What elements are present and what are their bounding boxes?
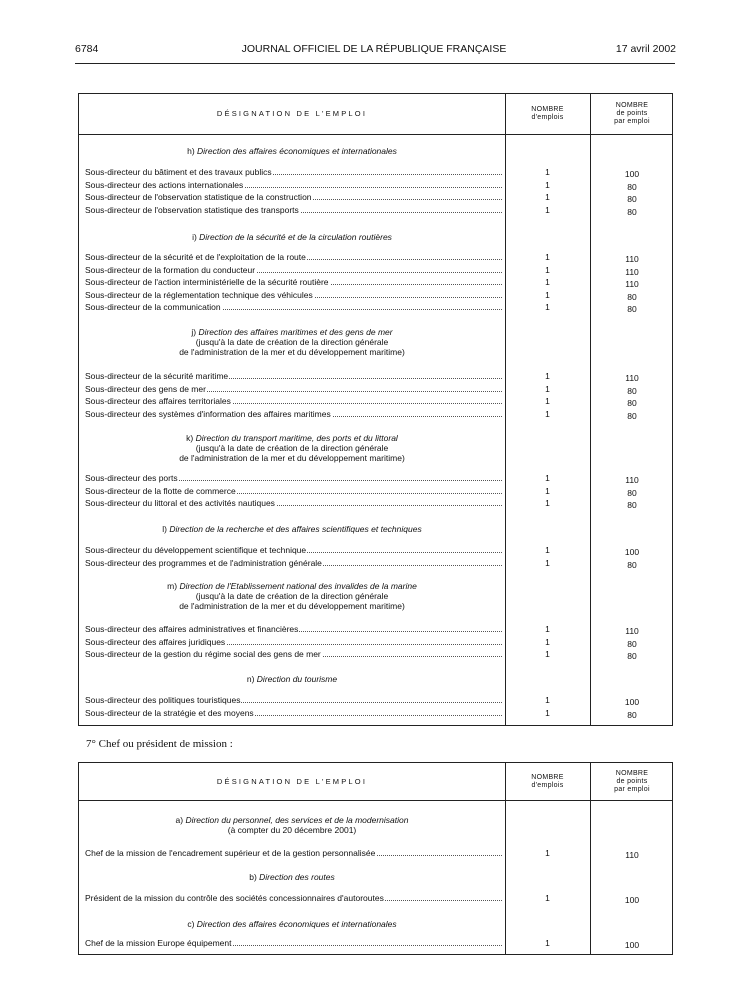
row-nombre-emplois: 1	[545, 302, 550, 313]
row-label: Sous-directeur du développement scientifique et technique	[85, 545, 307, 555]
section-letter: h)	[187, 146, 198, 156]
row-label-wrap	[85, 370, 502, 382]
row-nombre-points: 80	[627, 651, 637, 662]
section-letter: j)	[191, 327, 199, 337]
row-label: Sous-directeur des affaires territoriales	[85, 396, 231, 407]
header-divider	[79, 800, 672, 801]
table-row	[85, 179, 502, 191]
section-title	[79, 919, 505, 929]
publication-date: 17 avril 2002	[615, 43, 676, 55]
row-label-wrap	[85, 191, 502, 203]
row-label: Sous-directeur de la formation du conducteur	[85, 264, 256, 275]
section-title	[79, 581, 505, 611]
row-nombre-emplois: 1	[545, 383, 550, 394]
row-nombre-emplois: 1	[545, 408, 550, 419]
row-nombre-points: 80	[627, 709, 637, 720]
table-row	[85, 892, 502, 904]
section-letter: l)	[162, 524, 170, 534]
row-nombre-emplois: 1	[545, 624, 550, 634]
journal-title: JOURNAL OFFICIEL DE LA RÉPUBLIQUE FRANÇAISE	[241, 43, 507, 55]
row-nombre-emplois: 1	[545, 485, 550, 496]
row-nombre-emplois: 1	[545, 545, 550, 555]
section-name: Direction de l'Etablissement national des invalides de la marine	[179, 581, 417, 591]
row-label: Sous-directeur de la sécurité maritime	[85, 371, 229, 381]
section-name: Direction de la recherche et des affaires scientifiques et techniques	[169, 524, 422, 534]
row-nombre-emplois: 1	[545, 938, 550, 948]
section-letter: n)	[246, 674, 257, 684]
table-emplois-2	[78, 762, 673, 955]
row-label-wrap	[85, 707, 502, 719]
row-nombre-emplois: 1	[545, 204, 550, 215]
section-note: de l'administration de la mer et du développement maritime)	[179, 601, 405, 611]
section-name: Direction de la sécurité et de la circulation routières	[199, 232, 392, 242]
header-line: d'emplois	[531, 781, 564, 789]
section-heading	[79, 815, 505, 825]
row-label-wrap	[85, 648, 502, 660]
row-label: Chef de la mission de l'encadrement supérieur et de la gestion personnalisée	[85, 848, 376, 858]
row-label-wrap	[85, 892, 502, 904]
section-letter: k)	[186, 433, 196, 443]
row-label: Président de la mission du contrôle des sociétés concessionnaires d'autoroutes	[85, 893, 384, 903]
row-label-wrap	[85, 179, 502, 191]
section-name: Direction du personnel, des services et de la modernisation	[185, 815, 409, 825]
section-name: Direction des affaires économiques et internationales	[196, 919, 397, 929]
column-header-nombre-emplois	[505, 774, 590, 790]
table-row	[85, 847, 502, 859]
section-name: Direction des routes	[259, 872, 335, 882]
row-label-wrap	[85, 636, 502, 648]
table-row	[85, 472, 502, 484]
header-line: NOMBRE	[615, 102, 649, 109]
row-nombre-points: 80	[627, 500, 637, 511]
column-header-designation: DÉSIGNATION DE L'EMPLOI	[216, 776, 368, 786]
row-label: Sous-directeur de l'observation statistique de la construction	[85, 192, 312, 203]
row-label: Sous-directeur de la sécurité et de l'exploitation de la route	[85, 252, 306, 262]
row-nombre-points: 80	[627, 559, 637, 570]
section-note: de l'administration de la mer et du développement maritime)	[179, 347, 405, 357]
row-label: Sous-directeur du littoral et des activités nautiques	[85, 498, 275, 509]
row-label-wrap	[85, 251, 502, 263]
row-nombre-points: 100	[624, 895, 640, 905]
header-line: de points	[616, 110, 648, 117]
row-label: Sous-directeur de la communication	[85, 302, 221, 313]
header-line: NOMBRE	[531, 773, 564, 781]
column-header-nombre-points	[590, 770, 674, 794]
row-label-wrap	[85, 623, 502, 635]
section-note: (à compter du 20 décembre 2001)	[227, 825, 357, 835]
header-rule	[75, 63, 675, 64]
section-name: Direction des affaires maritimes et des gens de mer	[198, 327, 393, 337]
row-nombre-emplois: 1	[545, 636, 550, 647]
row-nombre-points: 80	[627, 181, 637, 192]
section-heading	[79, 674, 505, 684]
row-label-wrap	[85, 166, 502, 178]
section-title	[79, 524, 505, 534]
row-label-wrap	[85, 485, 502, 497]
row-label: Sous-directeur de l'observation statistique des transports	[85, 204, 299, 215]
section-title	[79, 815, 505, 835]
row-label-wrap	[85, 497, 502, 509]
header-line: par emploi	[614, 118, 650, 125]
row-nombre-points: 80	[627, 487, 637, 498]
header-line: de points	[616, 777, 648, 785]
row-label-wrap	[85, 937, 502, 949]
row-label: Sous-directeur du bâtiment et des travaux publics	[85, 167, 272, 177]
row-label: Sous-directeur de la stratégie et des moyens	[85, 707, 254, 718]
section-title	[79, 232, 505, 242]
row-nombre-emplois: 1	[545, 277, 550, 288]
row-nombre-emplois: 1	[545, 649, 550, 660]
section-name: Direction du tourisme	[256, 674, 338, 684]
table-row	[85, 289, 502, 301]
row-nombre-emplois: 1	[545, 396, 550, 407]
row-nombre-emplois: 1	[545, 473, 550, 483]
row-label-wrap	[85, 847, 502, 859]
row-label-wrap	[85, 694, 502, 706]
row-nombre-emplois: 1	[545, 498, 550, 509]
row-label: Chef de la mission Europe équipement	[85, 938, 232, 948]
table-row	[85, 166, 502, 178]
table-row	[85, 383, 502, 395]
row-label-wrap	[85, 204, 502, 216]
row-nombre-emplois: 1	[545, 289, 550, 300]
section-title	[79, 146, 505, 156]
section-letter: i)	[192, 232, 200, 242]
row-label: Sous-directeur des systèmes d'information des affaires maritimes	[85, 408, 331, 419]
row-nombre-points: 100	[624, 940, 640, 950]
section-letter: b)	[249, 872, 260, 882]
table-row	[85, 497, 502, 509]
section-heading	[79, 524, 505, 534]
section-title	[79, 433, 505, 463]
section-letter: m)	[167, 581, 180, 591]
row-nombre-points: 80	[627, 385, 637, 396]
header-line: par emploi	[614, 785, 650, 793]
row-nombre-points: 80	[627, 291, 637, 302]
row-nombre-emplois: 1	[545, 264, 550, 275]
header-divider	[79, 134, 672, 135]
section-heading	[79, 433, 505, 443]
table-row	[85, 370, 502, 382]
section-name: Direction du transport maritime, des ports et du littoral	[195, 433, 398, 443]
row-nombre-points: 110	[625, 254, 639, 264]
section-heading	[79, 327, 505, 337]
section-heading	[79, 581, 505, 591]
section-note: (jusqu'à la date de création de la direction générale	[195, 443, 389, 453]
row-nombre-points: 80	[627, 410, 637, 421]
row-label-wrap	[85, 544, 502, 556]
row-label: Sous-directeur des gens de mer	[85, 383, 206, 394]
column-header-designation: DÉSIGNATION DE L'EMPLOI	[216, 109, 368, 118]
section-note: (jusqu'à la date de création de la direction générale	[195, 337, 389, 347]
row-label-wrap	[85, 276, 502, 288]
row-nombre-points: 110	[625, 850, 639, 860]
section-note: (jusqu'à la date de création de la direction générale	[195, 591, 389, 601]
section-heading	[79, 146, 505, 156]
table-row	[85, 937, 502, 949]
row-label-wrap	[85, 472, 502, 484]
header-line: NOMBRE	[531, 106, 564, 113]
table-row	[85, 694, 502, 706]
row-nombre-points: 110	[625, 266, 639, 277]
row-label: Sous-directeur des affaires juridiques	[85, 636, 226, 647]
column-header-nombre-points	[590, 102, 674, 126]
table-row	[85, 395, 502, 407]
row-label-wrap	[85, 557, 502, 569]
section-name: Direction des affaires économiques et internationales	[197, 146, 397, 156]
table-row	[85, 707, 502, 719]
table-row	[85, 544, 502, 556]
section-heading	[79, 872, 505, 882]
section-letter: c)	[187, 919, 197, 929]
row-label-wrap	[85, 383, 502, 395]
row-label: Sous-directeur des affaires administratives et financières	[85, 624, 299, 634]
table-row	[85, 191, 502, 203]
row-label-wrap	[85, 264, 502, 276]
row-nombre-emplois: 1	[545, 893, 550, 903]
row-nombre-emplois: 1	[545, 252, 550, 262]
row-label-wrap	[85, 395, 502, 407]
section-title	[79, 674, 505, 684]
row-nombre-emplois: 1	[545, 192, 550, 203]
row-nombre-points: 80	[627, 398, 637, 409]
row-label: Sous-directeur de la flotte de commerce	[85, 485, 236, 496]
section-heading	[79, 232, 505, 242]
row-nombre-emplois: 1	[545, 557, 550, 568]
header-line: d'emplois	[531, 114, 564, 121]
row-nombre-emplois: 1	[545, 848, 550, 858]
row-nombre-emplois: 1	[545, 695, 550, 705]
table-row	[85, 276, 502, 288]
table-row	[85, 408, 502, 420]
row-nombre-points: 80	[627, 194, 637, 205]
row-nombre-points: 80	[627, 638, 637, 649]
row-nombre-points: 80	[627, 304, 637, 315]
row-nombre-emplois: 1	[545, 371, 550, 381]
row-label: Sous-directeur des ports	[85, 473, 178, 483]
row-nombre-points: 80	[627, 206, 637, 217]
row-nombre-emplois: 1	[545, 707, 550, 718]
table-row	[85, 557, 502, 569]
section-heading-7: 7° Chef ou président de mission :	[86, 738, 233, 750]
section-heading	[79, 919, 505, 929]
row-label: Sous-directeur de la gestion du régime social des gens de mer	[85, 649, 321, 660]
row-nombre-points: 110	[625, 475, 639, 485]
row-label: Sous-directeur des programmes et de l'administration générale	[85, 557, 322, 568]
row-nombre-points: 110	[625, 373, 639, 383]
row-nombre-points: 110	[625, 626, 639, 636]
table-row	[85, 264, 502, 276]
row-label: Sous-directeur de l'action interministérielle de la sécurité routière	[85, 277, 329, 288]
row-nombre-points: 110	[625, 279, 639, 290]
table-row	[85, 648, 502, 660]
header-line: NOMBRE	[615, 769, 649, 777]
table-row	[85, 204, 502, 216]
column-header-nombre-emplois	[505, 106, 590, 122]
section-title	[79, 327, 505, 357]
row-label-wrap	[85, 408, 502, 420]
row-label: Sous-directeur des actions internationales	[85, 179, 244, 190]
row-label-wrap	[85, 301, 502, 313]
table-row	[85, 636, 502, 648]
row-nombre-points: 100	[624, 169, 640, 179]
row-nombre-emplois: 1	[545, 179, 550, 190]
table-row	[85, 623, 502, 635]
row-nombre-points: 100	[624, 547, 640, 557]
section-letter: a)	[175, 815, 186, 825]
row-label: Sous-directeur de la réglementation technique des véhicules	[85, 289, 313, 300]
table-row	[85, 301, 502, 313]
row-nombre-emplois: 1	[545, 167, 550, 177]
section-note: de l'administration de la mer et du développement maritime)	[179, 453, 405, 463]
table-row	[85, 251, 502, 263]
table-row	[85, 485, 502, 497]
table-emplois-1	[78, 93, 673, 726]
row-nombre-points: 100	[624, 697, 640, 707]
page-number: 6784	[75, 43, 99, 55]
section-title	[79, 872, 505, 882]
row-label: Sous-directeur des politiques touristiques	[85, 695, 241, 705]
row-label-wrap	[85, 289, 502, 301]
